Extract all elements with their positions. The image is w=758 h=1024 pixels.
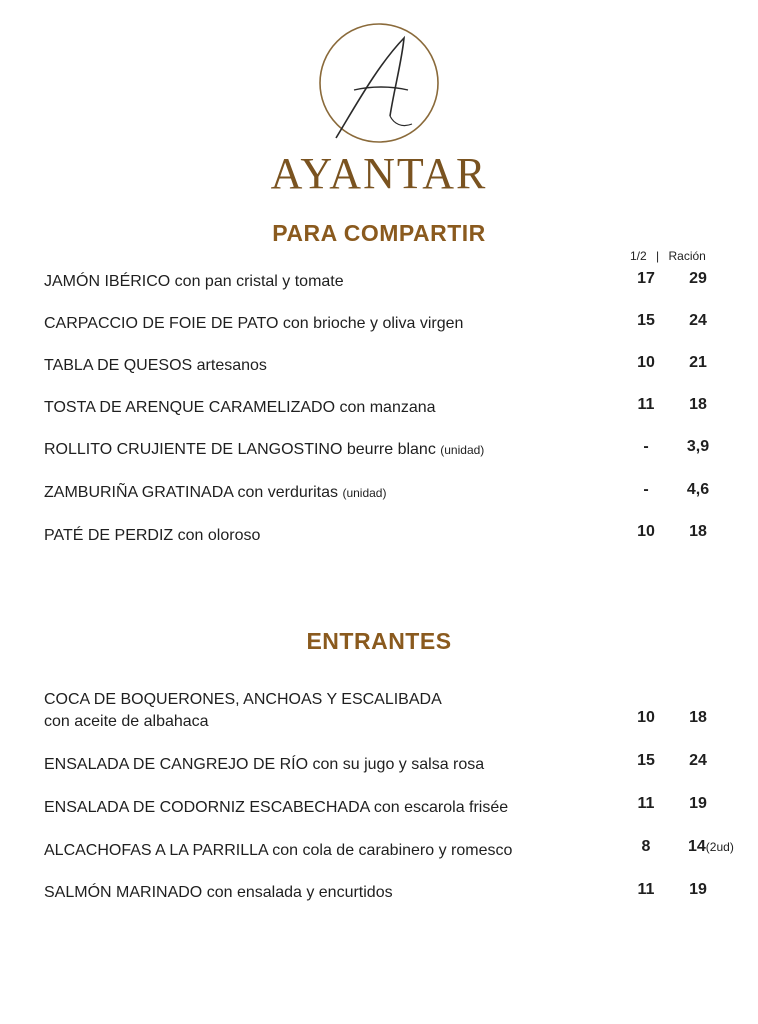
column-headers bbox=[630, 249, 706, 263]
brand-name: AYANTAR bbox=[270, 149, 488, 198]
price-full: 18 bbox=[689, 709, 707, 726]
price-full: 4,6 bbox=[686, 481, 710, 498]
menu-item: PATÉ DE PERDIZ con oloroso bbox=[44, 527, 261, 544]
menu-item: ENSALADA DE CANGREJO DE RÍO con su jugo y salsa rosa bbox=[44, 756, 485, 773]
price-full: 18 bbox=[689, 396, 707, 413]
price-half: 17 bbox=[637, 270, 655, 287]
price-half: 15 bbox=[637, 752, 655, 769]
menu-item: ZAMBURIÑA GRATINADA con verduritas (unidad) bbox=[44, 484, 387, 501]
price-half: 8 bbox=[641, 838, 651, 855]
col-header-half: 1/2 bbox=[630, 249, 647, 263]
menu-item: ALCACHOFAS A LA PARRILLA con cola de carabinero y romesco bbox=[44, 842, 513, 859]
menu-item: TABLA DE QUESOS artesanos bbox=[44, 357, 267, 374]
price-half: 11 bbox=[637, 396, 655, 413]
menu-item: ROLLITO CRUJIENTE DE LANGOSTINO beurre blanc (unidad) bbox=[44, 441, 485, 458]
price-full: 21 bbox=[689, 354, 707, 371]
menu-item: ENSALADA DE CODORNIZ ESCABECHADA con escarola frisée bbox=[44, 799, 509, 816]
col-header-sep: | bbox=[656, 249, 660, 263]
price-full: 19 bbox=[689, 881, 707, 898]
price-half: 11 bbox=[637, 795, 655, 812]
price-full: 24 bbox=[689, 312, 707, 329]
price-half: - bbox=[643, 481, 649, 498]
logo-mark bbox=[316, 20, 442, 146]
menu-item: SALMÓN MARINADO con ensalada y encurtidos bbox=[44, 884, 393, 901]
price-half: - bbox=[643, 438, 649, 455]
menu-item: COCA DE BOQUERONES, ANCHOAS Y ESCALIBADA con aceite de albahaca bbox=[44, 691, 442, 730]
section-title-para-compartir: PARA COMPARTIR bbox=[272, 220, 486, 246]
col-header-full: Ración bbox=[668, 249, 706, 263]
price-half: 15 bbox=[637, 312, 655, 329]
price-half: 10 bbox=[637, 709, 655, 726]
price-full: 3,9 bbox=[686, 438, 710, 455]
logo bbox=[0, 20, 758, 146]
price-full: 18 bbox=[689, 523, 707, 540]
price-half: 10 bbox=[637, 354, 655, 371]
price-full: 14(2ud) bbox=[688, 838, 734, 855]
price-full: 19 bbox=[689, 795, 707, 812]
menu-item: TOSTA DE ARENQUE CARAMELIZADO con manzana bbox=[44, 399, 436, 416]
price-full: 24 bbox=[689, 752, 707, 769]
price-full: 29 bbox=[689, 270, 707, 287]
menu-item: JAMÓN IBÉRICO con pan cristal y tomate bbox=[44, 273, 344, 290]
price-half: 11 bbox=[637, 881, 655, 898]
menu-item: CARPACCIO DE FOIE DE PATO con brioche y oliva virgen bbox=[44, 315, 464, 332]
price-half: 10 bbox=[637, 523, 655, 540]
section-title-entrantes: ENTRANTES bbox=[306, 628, 452, 654]
